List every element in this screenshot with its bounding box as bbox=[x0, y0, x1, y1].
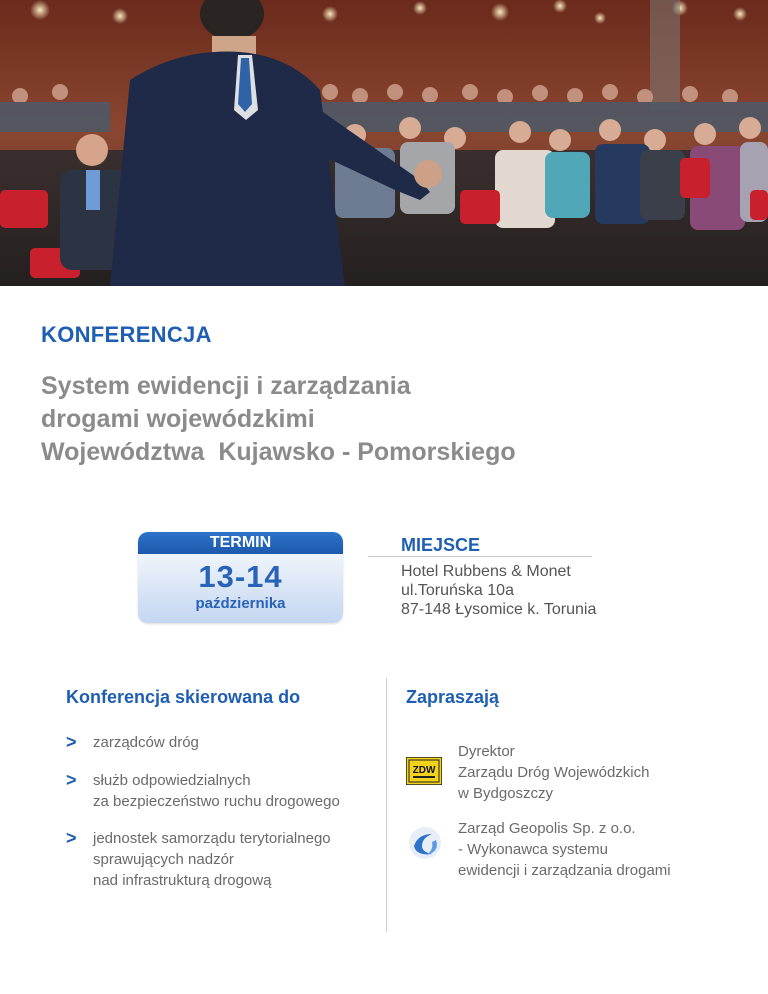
venue-line: ul.Toruńska 10a bbox=[401, 582, 514, 599]
conference-title bbox=[41, 370, 641, 469]
audience-item-line: zarządców dróg bbox=[93, 734, 199, 751]
organizer-line: Dyrektor bbox=[458, 743, 515, 760]
title-line: System ewidencji i zarządzania bbox=[41, 372, 411, 400]
zdw-logo-icon bbox=[406, 757, 442, 791]
audience-item-line: jednostek samorządu terytorialnego bbox=[93, 830, 331, 847]
organizer-line: Zarządu Dróg Wojewódzkich bbox=[458, 764, 650, 781]
chevron-right-icon: > bbox=[66, 732, 77, 752]
organizers-title: Zapraszają bbox=[406, 687, 500, 707]
conference-photo-illustration bbox=[0, 0, 768, 286]
termin-date: 13-14 bbox=[198, 559, 283, 594]
chevron-right-icon: > bbox=[66, 828, 77, 848]
organizer-line: w Bydgoszczy bbox=[458, 785, 554, 802]
organizer-line: - Wykonawca systemu bbox=[458, 841, 608, 858]
venue-line: Hotel Rubbens & Monet bbox=[401, 563, 571, 580]
venue-address bbox=[401, 562, 596, 619]
termin-box bbox=[138, 532, 343, 623]
audience-item-line: nad infrastrukturą drogową bbox=[93, 872, 272, 889]
svg-text:ZDW: ZDW bbox=[412, 765, 436, 776]
miejsce-label: MIEJSCE bbox=[401, 535, 481, 555]
organizer-line: Zarząd Geopolis Sp. z o.o. bbox=[458, 820, 636, 837]
audience-item-line: służb odpowiedzialnych bbox=[93, 772, 251, 789]
venue-line: 87-148 Łysomice k. Torunia bbox=[401, 601, 597, 618]
audience-item-line: za bezpieczeństwo ruchu drogowego bbox=[93, 793, 340, 810]
termin-month: października bbox=[195, 595, 286, 612]
title-line: Województwa Kujawsko - Pomorskiego bbox=[41, 438, 516, 466]
organizer-line: ewidencji i zarządzania drogami bbox=[458, 862, 671, 879]
hero-photo bbox=[0, 0, 768, 286]
audience-title: Konferencja skierowana do bbox=[66, 687, 301, 707]
audience-item-line: sprawujących nadzór bbox=[93, 851, 234, 868]
termin-label: TERMIN bbox=[138, 532, 343, 554]
title-line: drogami wojewódzkimi bbox=[41, 405, 315, 433]
chevron-right-icon: > bbox=[66, 770, 77, 790]
event-type-label: KONFERENCJA bbox=[41, 322, 212, 347]
geopolis-logo-icon bbox=[408, 826, 442, 866]
miejsce-divider bbox=[368, 556, 592, 557]
column-divider bbox=[386, 678, 387, 932]
